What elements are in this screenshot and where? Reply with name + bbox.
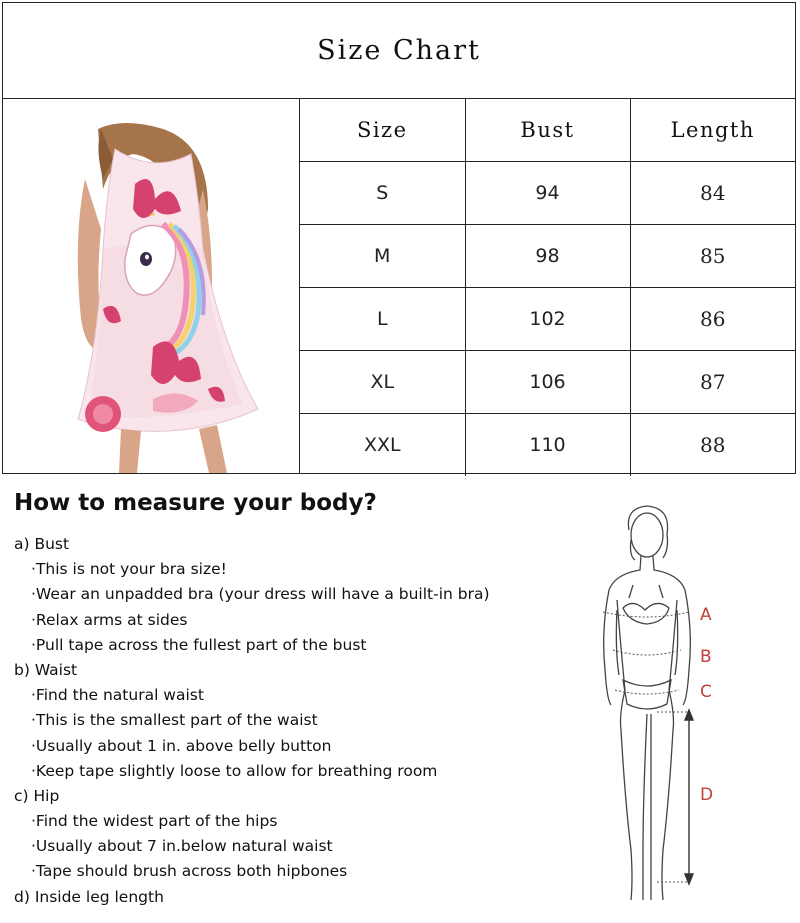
table-row — [300, 225, 795, 288]
label-d: D — [700, 785, 714, 805]
list-item: ·Usually about 7 in.below natural waist — [31, 837, 333, 856]
list-item: ·Find the widest part of the hips — [31, 812, 278, 831]
size-cell: XL — [300, 351, 465, 414]
list-item: ·Relax arms at sides — [31, 610, 188, 629]
size-table — [300, 99, 795, 476]
measure-heading: How to measure your body? — [14, 490, 377, 516]
label-c: C — [700, 682, 712, 702]
length-cell: 84 — [630, 162, 795, 225]
length-cell: 86 — [630, 288, 795, 351]
bust-cell: 110 — [465, 414, 630, 477]
list-item: ·Wear an unpadded bra (your dress will have a built-in bra) — [31, 585, 490, 604]
list-item: ·This is the smallest part of the waist — [31, 711, 318, 730]
length-cell: 87 — [630, 351, 795, 414]
size-cell: S — [300, 162, 465, 225]
table-row — [300, 414, 795, 477]
table-row — [300, 351, 795, 414]
list-item: ·Keep tape slightly loose to allow for breathing room — [31, 761, 438, 780]
product-photo — [3, 99, 300, 473]
bust-cell: 106 — [465, 351, 630, 414]
list-item: ·Find the natural waist — [31, 686, 204, 705]
measure-item-inside-leg: d) Inside leg length — [14, 887, 164, 906]
label-a: A — [700, 605, 712, 625]
measure-item-waist: b) Waist — [14, 660, 78, 679]
length-cell: 85 — [630, 225, 795, 288]
bust-cell: 98 — [465, 225, 630, 288]
measure-item-bust: a) Bust — [14, 535, 70, 553]
measure-item-hip: c) Hip — [14, 786, 60, 805]
body-measurement-figure — [585, 500, 725, 910]
list-item: ·This is not your bra size! — [31, 560, 227, 579]
header-length: Length — [630, 99, 795, 162]
header-bust: Bust — [465, 99, 630, 162]
length-cell: 88 — [630, 414, 795, 477]
bust-cell: 94 — [465, 162, 630, 225]
body-outline-illustration — [585, 500, 725, 910]
table-row — [300, 162, 795, 225]
list-item: ·Pull tape across the fullest part of the bust — [31, 635, 367, 654]
measure-instructions — [14, 532, 574, 910]
size-table-header — [300, 99, 795, 162]
size-cell: M — [300, 225, 465, 288]
label-b: B — [700, 647, 712, 667]
bust-cell: 102 — [465, 288, 630, 351]
list-item: ·Tape should brush across both hipbones — [31, 862, 348, 881]
header-size: Size — [300, 99, 465, 162]
size-cell: XXL — [363, 434, 401, 456]
size-cell: L — [300, 288, 465, 351]
dress-model-image — [3, 99, 300, 473]
size-chart — [2, 2, 796, 474]
size-chart-title: Size Chart — [3, 3, 795, 99]
list-item: ·Usually about 1 in. above belly button — [31, 736, 332, 755]
table-row — [300, 288, 795, 351]
